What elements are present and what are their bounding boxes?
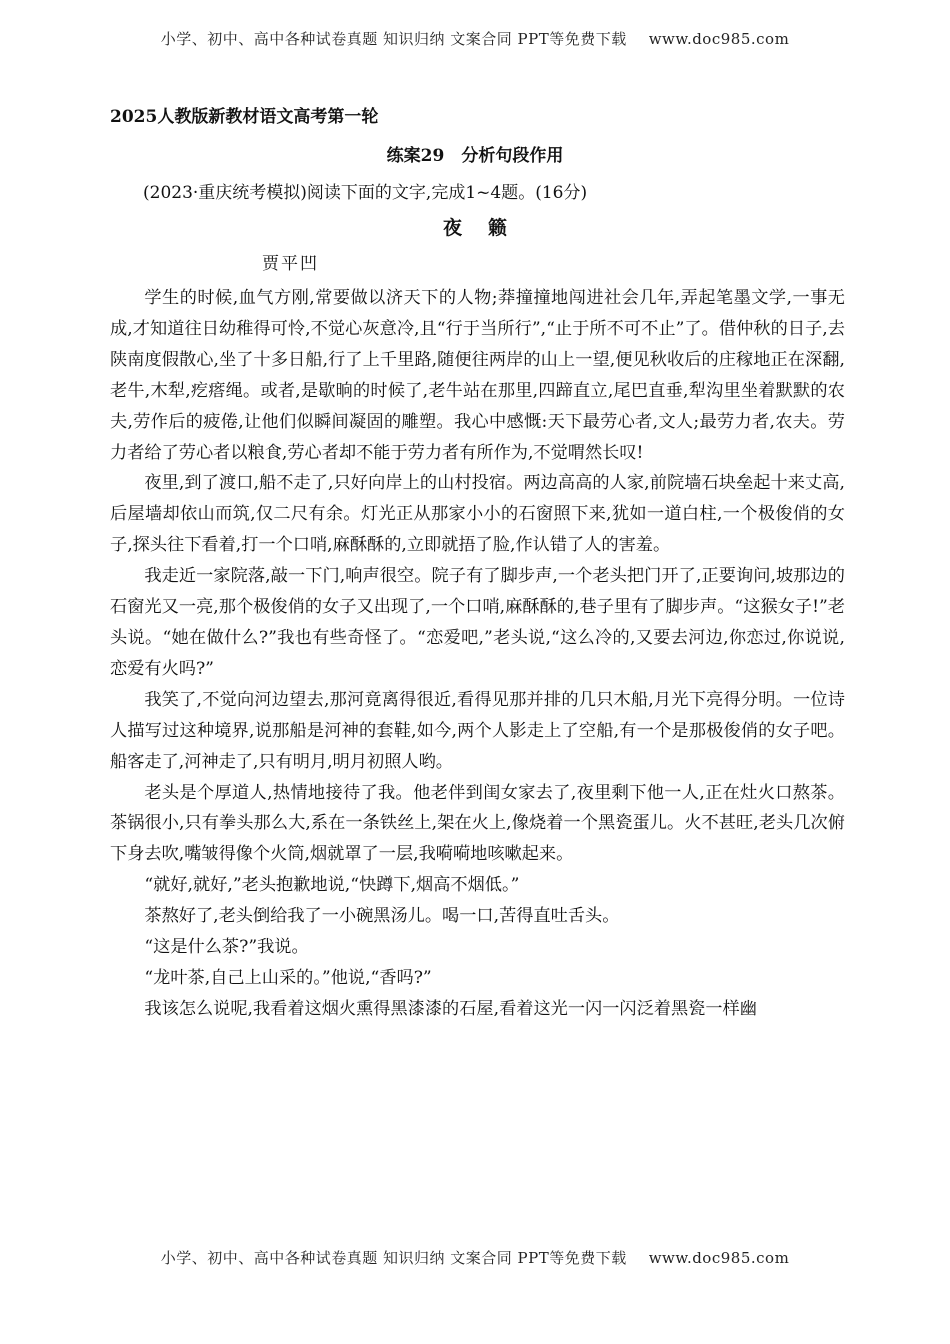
paragraph: 夜里,到了渡口,船不走了,只好向岸上的山村投宿。两边高高的人家,前院墙石块垒起十来丈高,后屋墙却依山而筑,仅二尺有余。灯光正从那家小小的石窗照下来,犹如一道白柱,一个极俊俏的女子,探头往下看着,打一个口哨,麻酥酥的,立即就捂了脸,作认错了人的害羞。 — [110, 473, 845, 556]
paragraph: 茶熬好了,老头倒给我了一小碗黑汤儿。喝一口,苦得直吐舌头。 — [144, 906, 620, 927]
footer-text: 小学、初中、高中各种试卷真题 知识归纳 文案合同 PPT等免费下载 — [160, 1249, 627, 1267]
book-title: 2025人教版新教材语文高考第一轮 — [110, 107, 379, 127]
paragraph: “就好,就好,”老头抱歉地说,“快蹲下,烟高不烟低。” — [144, 875, 520, 896]
paragraph: 我走近一家院落,敲一下门,响声很空。院子有了脚步声,一个老头把门开了,正要询问,坡那边的石窗光又一亮,那个极俊俏的女子又出现了,一个口哨,麻酥酥的,巷子里有了脚步声。“这猴女子!”老头说。“她在做什么?”我也有些奇怪了。“恋爱吧,”老头说,“这么冷的,又要去河边,你恋过,你说说,恋爱有火吗?” — [110, 566, 845, 679]
paragraph: “这是什么茶?”我说。 — [144, 937, 309, 958]
exercise-title: 练案29 分析句段作用 — [386, 146, 564, 166]
essay-title: 夜籁 — [442, 217, 533, 239]
paragraph: “龙叶茶,自己上山采的。”他说,“香吗?” — [144, 967, 432, 988]
footer-site-link[interactable]: www.doc985.com — [648, 1249, 790, 1267]
essay-author: 贾平凹 — [262, 254, 319, 274]
question-instruction: (2023·重庆统考模拟)阅读下面的文字,完成1~4题。(16分) — [143, 183, 588, 203]
header-text: 小学、初中、高中各种试卷真题 知识归纳 文案合同 PPT等免费下载 — [160, 30, 627, 48]
paragraph: 学生的时候,血气方刚,常要做以济天下的人物;莽撞撞地闯进社会几年,弄起笔墨文学,一事无成,才知道往日幼稚得可怜,不觉心灰意冷,且“行于当所行”,“止于所不可不止”了。借仲秋的日子,去陕南度假散心,坐了十多日船,行了上千里路,随便往两岸的山上一望,便见秋收后的庄稼地正在深翻,老牛,木犁,疙瘩绳。或者,是歇晌的时候了,老牛站在那里,四蹄直立,尾巴直垂,犁沟里坐着默默的农夫,劳作后的疲倦,让他们似瞬间凝固的雕塑。我心中感慨:天下最劳心者,文人;最劳力者,农夫。劳力者给了劳心者以粮食,劳心者却不能于劳力者有所作为,不觉喟然长叹! — [110, 288, 845, 463]
page-footer — [0, 1247, 950, 1268]
essay-body — [110, 283, 845, 1025]
paragraph: 我该怎么说呢,我看着这烟火熏得黑漆漆的石屋,看着这光一闪一闪泛着黑瓷一样幽 — [144, 998, 757, 1019]
paragraph: 我笑了,不觉向河边望去,那河竟离得很近,看得见那并排的几只木船,月光下亮得分明。一位诗人描写过这种境界,说那船是河神的套鞋,如今,两个人影走上了空船,有一个是那极俊俏的女子吧。船客走了,河神走了,只有明月,明月初照人哟。 — [110, 689, 845, 772]
paragraph: 老头是个厚道人,热情地接待了我。他老伴到闺女家去了,夜里剩下他一人,正在灶火口熬茶。茶锅很小,只有拳头那么大,系在一条铁丝上,架在火上,像烧着一个黑瓷蛋儿。火不甚旺,老头几次俯下身去吹,嘴皱得像个火筒,烟就罩了一层,我嗬嗬地咳嗽起来。 — [110, 782, 845, 865]
page-header — [0, 28, 950, 49]
header-site-link[interactable]: www.doc985.com — [648, 30, 790, 48]
